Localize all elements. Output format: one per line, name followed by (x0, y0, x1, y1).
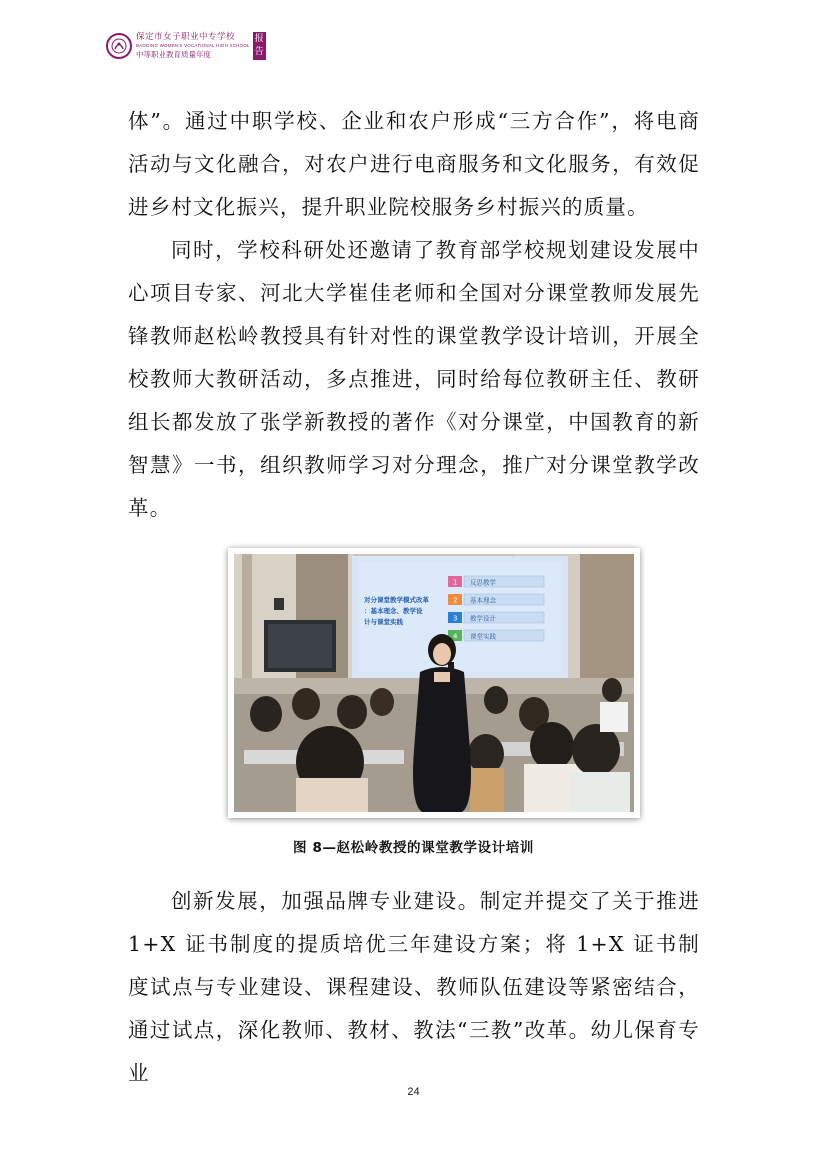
slide-title-line: 对分课堂教学模式改革 (364, 596, 429, 604)
header-logo (106, 30, 266, 62)
training-photo-image (234, 554, 634, 812)
slide-item-label: 课堂实践 (470, 632, 496, 641)
slide-item-label: 教学设计 (470, 614, 496, 623)
slide-item-label: 基本理念 (470, 596, 496, 605)
training-photo (228, 548, 640, 818)
paragraph-1: 体”。通过中职学校、企业和农户形成“三方合作”，将电商活动与文化融合，对农户进行电商服务和文化服务，有效促进乡村文化振兴，提升职业院校服务乡村振兴的质量。 (128, 109, 700, 219)
paragraph-3: 创新发展，加强品牌专业建设。制定并提交了关于推进1+X 证书制度的提质培优三年建设方案；将 1+X 证书制度试点与专业建设、课程建设、教师队伍建设等紧密结合，通过试点，深化教师、教材、教法“三教”改革。幼儿保育专业 (128, 889, 700, 1085)
photo-caption: 图 8—赵松岭教授的课堂教学设计培训 (293, 840, 534, 856)
slide-title-line: 计与课堂实践 (364, 618, 403, 626)
school-name-cn: 保定市女子职业中专学校 (136, 32, 236, 43)
slide-item-number: 4 (453, 632, 458, 641)
slide-item-number: 3 (453, 614, 458, 623)
slide-item-label: 反思教学 (470, 578, 496, 587)
paragraph-2: 同时，学校科研处还邀请了教育部学校规划建设发展中心项目专家、河北大学崔佳老师和全国对分课堂教师发展先锋教师赵松岭教授具有针对性的课堂教学设计培训，开展全校教师大教研活动，多点推进，同时给每位教研主任、教研组长都发放了张学新教授的著作《对分课堂，中国教育的新智慧》一书，组织教师学习对分理念，推广对分课堂教学改革。 (128, 238, 700, 520)
slide-item-number: 2 (453, 596, 458, 605)
school-name-en: BAODING WOMEN'S VOCATIONAL HIGH SCHOOL (136, 42, 250, 48)
report-badge: 报告 (253, 32, 266, 60)
slide-title-line: ：基本理念、教学设 (364, 607, 423, 615)
header-subtitle: 中等职业教育质量年度 (136, 50, 211, 60)
page-number: 24 (407, 1086, 420, 1098)
slide-item-number: 1 (453, 578, 458, 587)
school-emblem-icon (106, 33, 132, 59)
